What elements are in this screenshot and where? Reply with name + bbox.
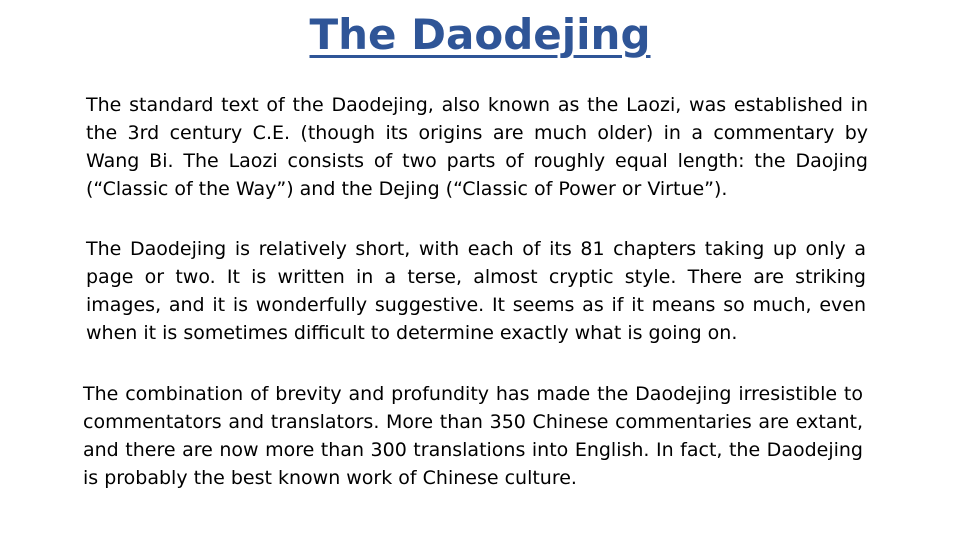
paragraph-style: The Daodejing is relatively short, with each of its 81 chapters taking up only a page or two. It is written in a terse, almost cryptic style. There are striking images, and it is wonderfully suggestive. It seems as if it means so much, even when it is sometimes difficult to determine exactly what is going on.: [86, 238, 866, 344]
slide-title: The Daodejing: [309, 10, 651, 59]
paragraph-standard-text: The standard text of the Daodejing, also known as the Laozi, was established in the 3rd century C.E. (though its origins are much older) in a commentary by Wang Bi. The Laozi consists of two parts of roughly equal length: the Daojing (“Classic of the Way”) and the Dejing (“Classic of Power or Virtue”).: [86, 94, 868, 200]
paragraph-commentaries: The combination of brevity and profundity has made the Daodejing irresistible to commentators and translators. More than 350 Chinese commentaries are extant, and there are now more than 300 translations into English. In fact, the Daodejing is probably the best known work of Chinese culture.: [83, 383, 863, 489]
